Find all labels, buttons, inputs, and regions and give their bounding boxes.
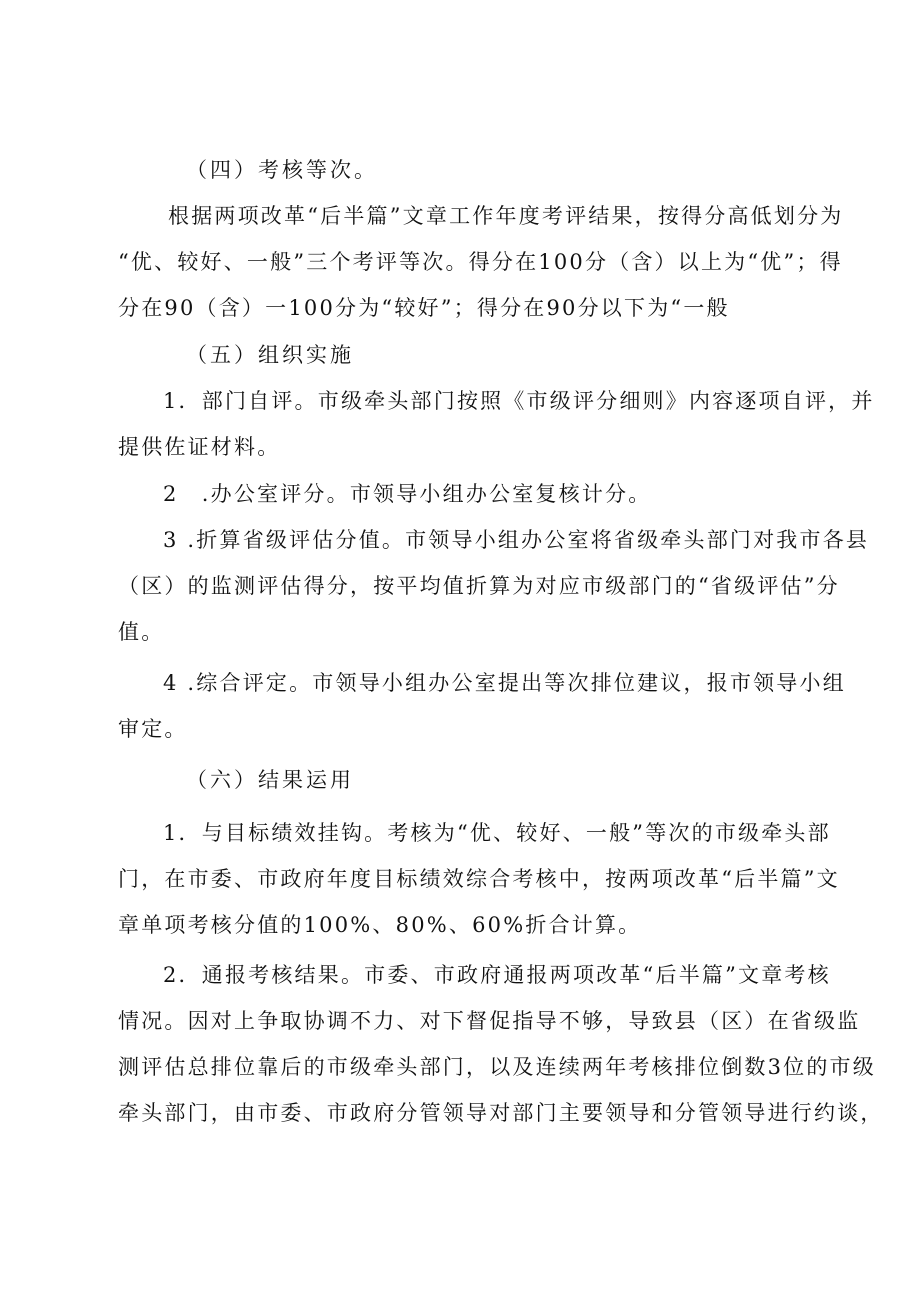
section-heading-6: （六）结果运用 xyxy=(186,768,354,792)
list-item-line: 牵头部门，由市委、市政府分管领导对部门主要领导和分管领导进行约谈， xyxy=(118,1101,884,1125)
paragraph-line: 分在90（含）一100分为“较好”；得分在90分以下为“一般 xyxy=(118,296,730,320)
list-item-line: 4 .综合评定。市领导小组办公室提出等次排位建议，报市领导小组 xyxy=(163,671,846,695)
list-item-line: （区）的监测评估得分，按平均值折算为对应市级部门的“省级评估”分 xyxy=(118,574,840,598)
list-item-line: 值。 xyxy=(118,620,165,644)
list-item-line: 2．通报考核结果。市委、市政府通报两项改革“后半篇”文章考核 xyxy=(163,963,831,987)
list-item-line: 1．与目标绩效挂钩。考核为“优、较好、一般”等次的市级牵头部 xyxy=(163,821,831,845)
list-item-line: 1．部门自评。市级牵头部门按照《市级评分细则》内容逐项自评，并 xyxy=(163,389,875,413)
list-item-line: 2 .办公室评分。市领导小组办公室复核计分。 xyxy=(163,482,652,506)
list-item-line: 测评估总排位靠后的市级牵头部门，以及连续两年考核排位倒数3位的市级 xyxy=(118,1055,876,1079)
list-item-line: 审定。 xyxy=(118,717,188,741)
list-item-line: 门，在市委、市政府年度目标绩效综合考核中，按两项改革“后半篇”文 xyxy=(118,867,840,891)
list-item-line: 提供佐证材料。 xyxy=(118,435,281,459)
list-item-line: 章单项考核分值的100%、80%、60%折合计算。 xyxy=(118,913,642,937)
section-heading-5: （五）组织实施 xyxy=(186,343,354,367)
section-heading-4: （四）考核等次。 xyxy=(186,158,378,182)
list-item-line: 情况。因对上争取协调不力、对下督促指导不够，导致县（区）在省级监 xyxy=(118,1009,861,1033)
paragraph-line: 根据两项改革“后半篇”文章工作年度考评结果，按得分高低划分为 xyxy=(168,204,844,228)
paragraph-line: “优、较好、一般”三个考评等次。得分在100分（含）以上为“优”；得 xyxy=(118,250,843,274)
list-item-line: 3 .折算省级评估分值。市领导小组办公室将省级牵头部门对我市各县 xyxy=(163,528,870,552)
